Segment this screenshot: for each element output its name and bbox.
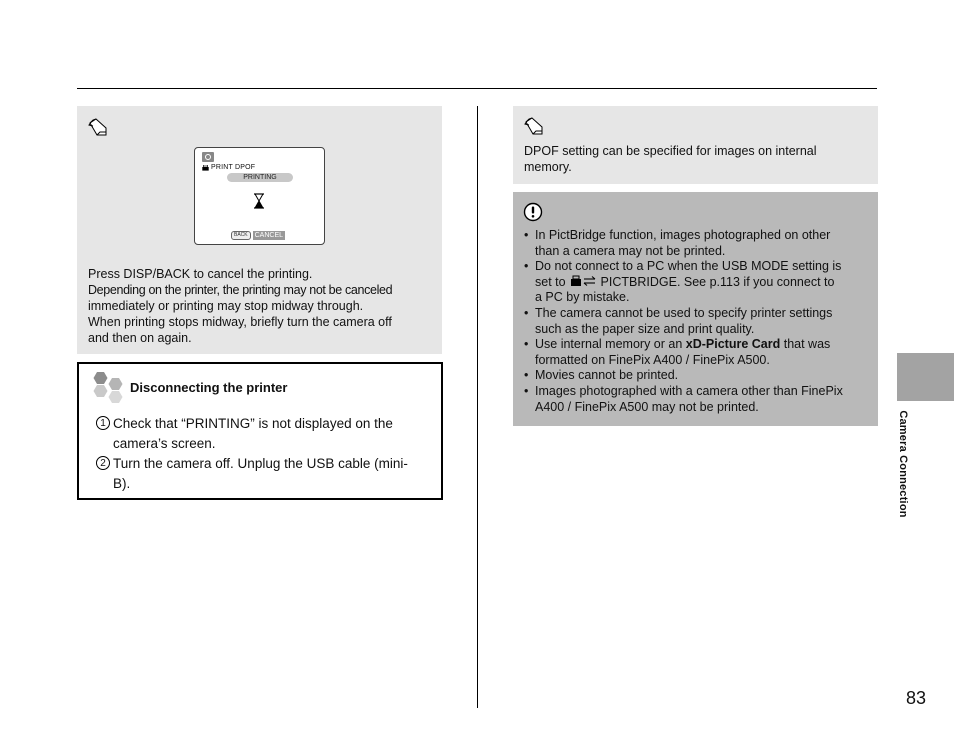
note-line: Press DISP/BACK to cancel the printing.	[88, 267, 313, 281]
step-number: 2	[96, 456, 110, 470]
lcd-cancel-hint	[231, 231, 285, 240]
usb-arrows-icon	[569, 275, 597, 287]
hourglass-icon	[252, 193, 266, 209]
lcd-cancel-label: CANCEL	[254, 232, 284, 239]
note-line: Depending on the printer, the printing may not be canceled	[88, 283, 393, 297]
note-left-text	[88, 266, 433, 346]
bullet-line: a PC by mistake.	[535, 290, 630, 305]
step-item	[96, 454, 436, 493]
bullet-line: • Do not connect to a PC when the USB MODE setting is	[535, 259, 842, 274]
camera-lcd-screen	[194, 147, 325, 245]
lcd-back-key: BACK	[231, 231, 251, 240]
bullet-line: • Movies cannot be printed.	[535, 368, 679, 383]
list-item	[523, 228, 871, 259]
bullet-bold-text: xD-Picture Card	[685, 337, 781, 352]
bullet-line: A400 / FinePix A500 may not be printed.	[535, 399, 759, 414]
column-divider	[477, 106, 478, 708]
lcd-title	[202, 164, 255, 171]
chapter-side-tab	[897, 353, 954, 401]
step-text-line: camera’s screen.	[113, 435, 216, 451]
memo-icon	[87, 116, 109, 138]
step-item	[96, 414, 436, 453]
note-line: and then on again.	[88, 331, 192, 345]
bullet-text: PICTBRIDGE. See p.113 if you connect to	[600, 274, 835, 289]
bullet-line: formatted on FinePix A400 / FinePix A500.	[535, 352, 770, 367]
bullet-line: than a camera may not be printed.	[535, 243, 726, 258]
note-panel-right	[513, 106, 878, 184]
printer-icon	[202, 165, 209, 171]
bullet-text: set to	[535, 274, 566, 289]
list-item	[523, 384, 871, 415]
bullet-line: • The camera cannot be used to specify printer settings	[535, 305, 833, 320]
step-text-line: B).	[113, 475, 131, 491]
bullet-line	[535, 337, 871, 353]
note-line: immediately or printing may stop midway through.	[88, 299, 364, 313]
bullet-text: Use internal memory or an	[535, 337, 683, 352]
page-number: 83	[906, 688, 927, 708]
bullet-line: • Images photographed with a camera other than FinePix	[535, 383, 843, 398]
lcd-title-text: PRINT DPOF	[211, 164, 256, 171]
step-text-line: Turn the camera off. Unplug the USB cable (mini-	[113, 456, 408, 471]
section-heading: Disconnecting the printer	[130, 380, 288, 395]
bullet-line: such as the paper size and print quality.	[535, 321, 755, 336]
note-line: When printing stops midway, briefly turn the camera off	[88, 315, 392, 329]
header-rule	[77, 88, 877, 89]
bullet-line	[535, 275, 871, 291]
note-line: memory.	[524, 160, 572, 174]
step-text-line: Check that “PRINTING” is not displayed on the	[113, 416, 393, 431]
chapter-label: Camera Connection	[897, 410, 909, 518]
list-item	[523, 337, 871, 368]
bullet-line: • In PictBridge function, images photographed on other	[535, 228, 831, 242]
hex-step-icon	[88, 371, 126, 405]
step-number: 1	[96, 416, 110, 430]
list-item	[523, 368, 871, 384]
list-item	[523, 306, 871, 337]
caution-panel	[513, 192, 878, 426]
camera-icon	[202, 152, 214, 162]
lcd-status-pill: PRINTING	[227, 173, 293, 182]
note-panel-left	[77, 106, 442, 354]
memo-icon	[523, 115, 545, 137]
caution-icon	[523, 202, 543, 222]
disconnect-section	[77, 362, 443, 500]
note-line: DPOF setting can be specified for images on internal	[524, 144, 817, 158]
note-right-text	[524, 143, 864, 175]
caution-list	[523, 228, 871, 415]
list-item	[523, 259, 871, 306]
bullet-text: that was	[783, 337, 831, 352]
